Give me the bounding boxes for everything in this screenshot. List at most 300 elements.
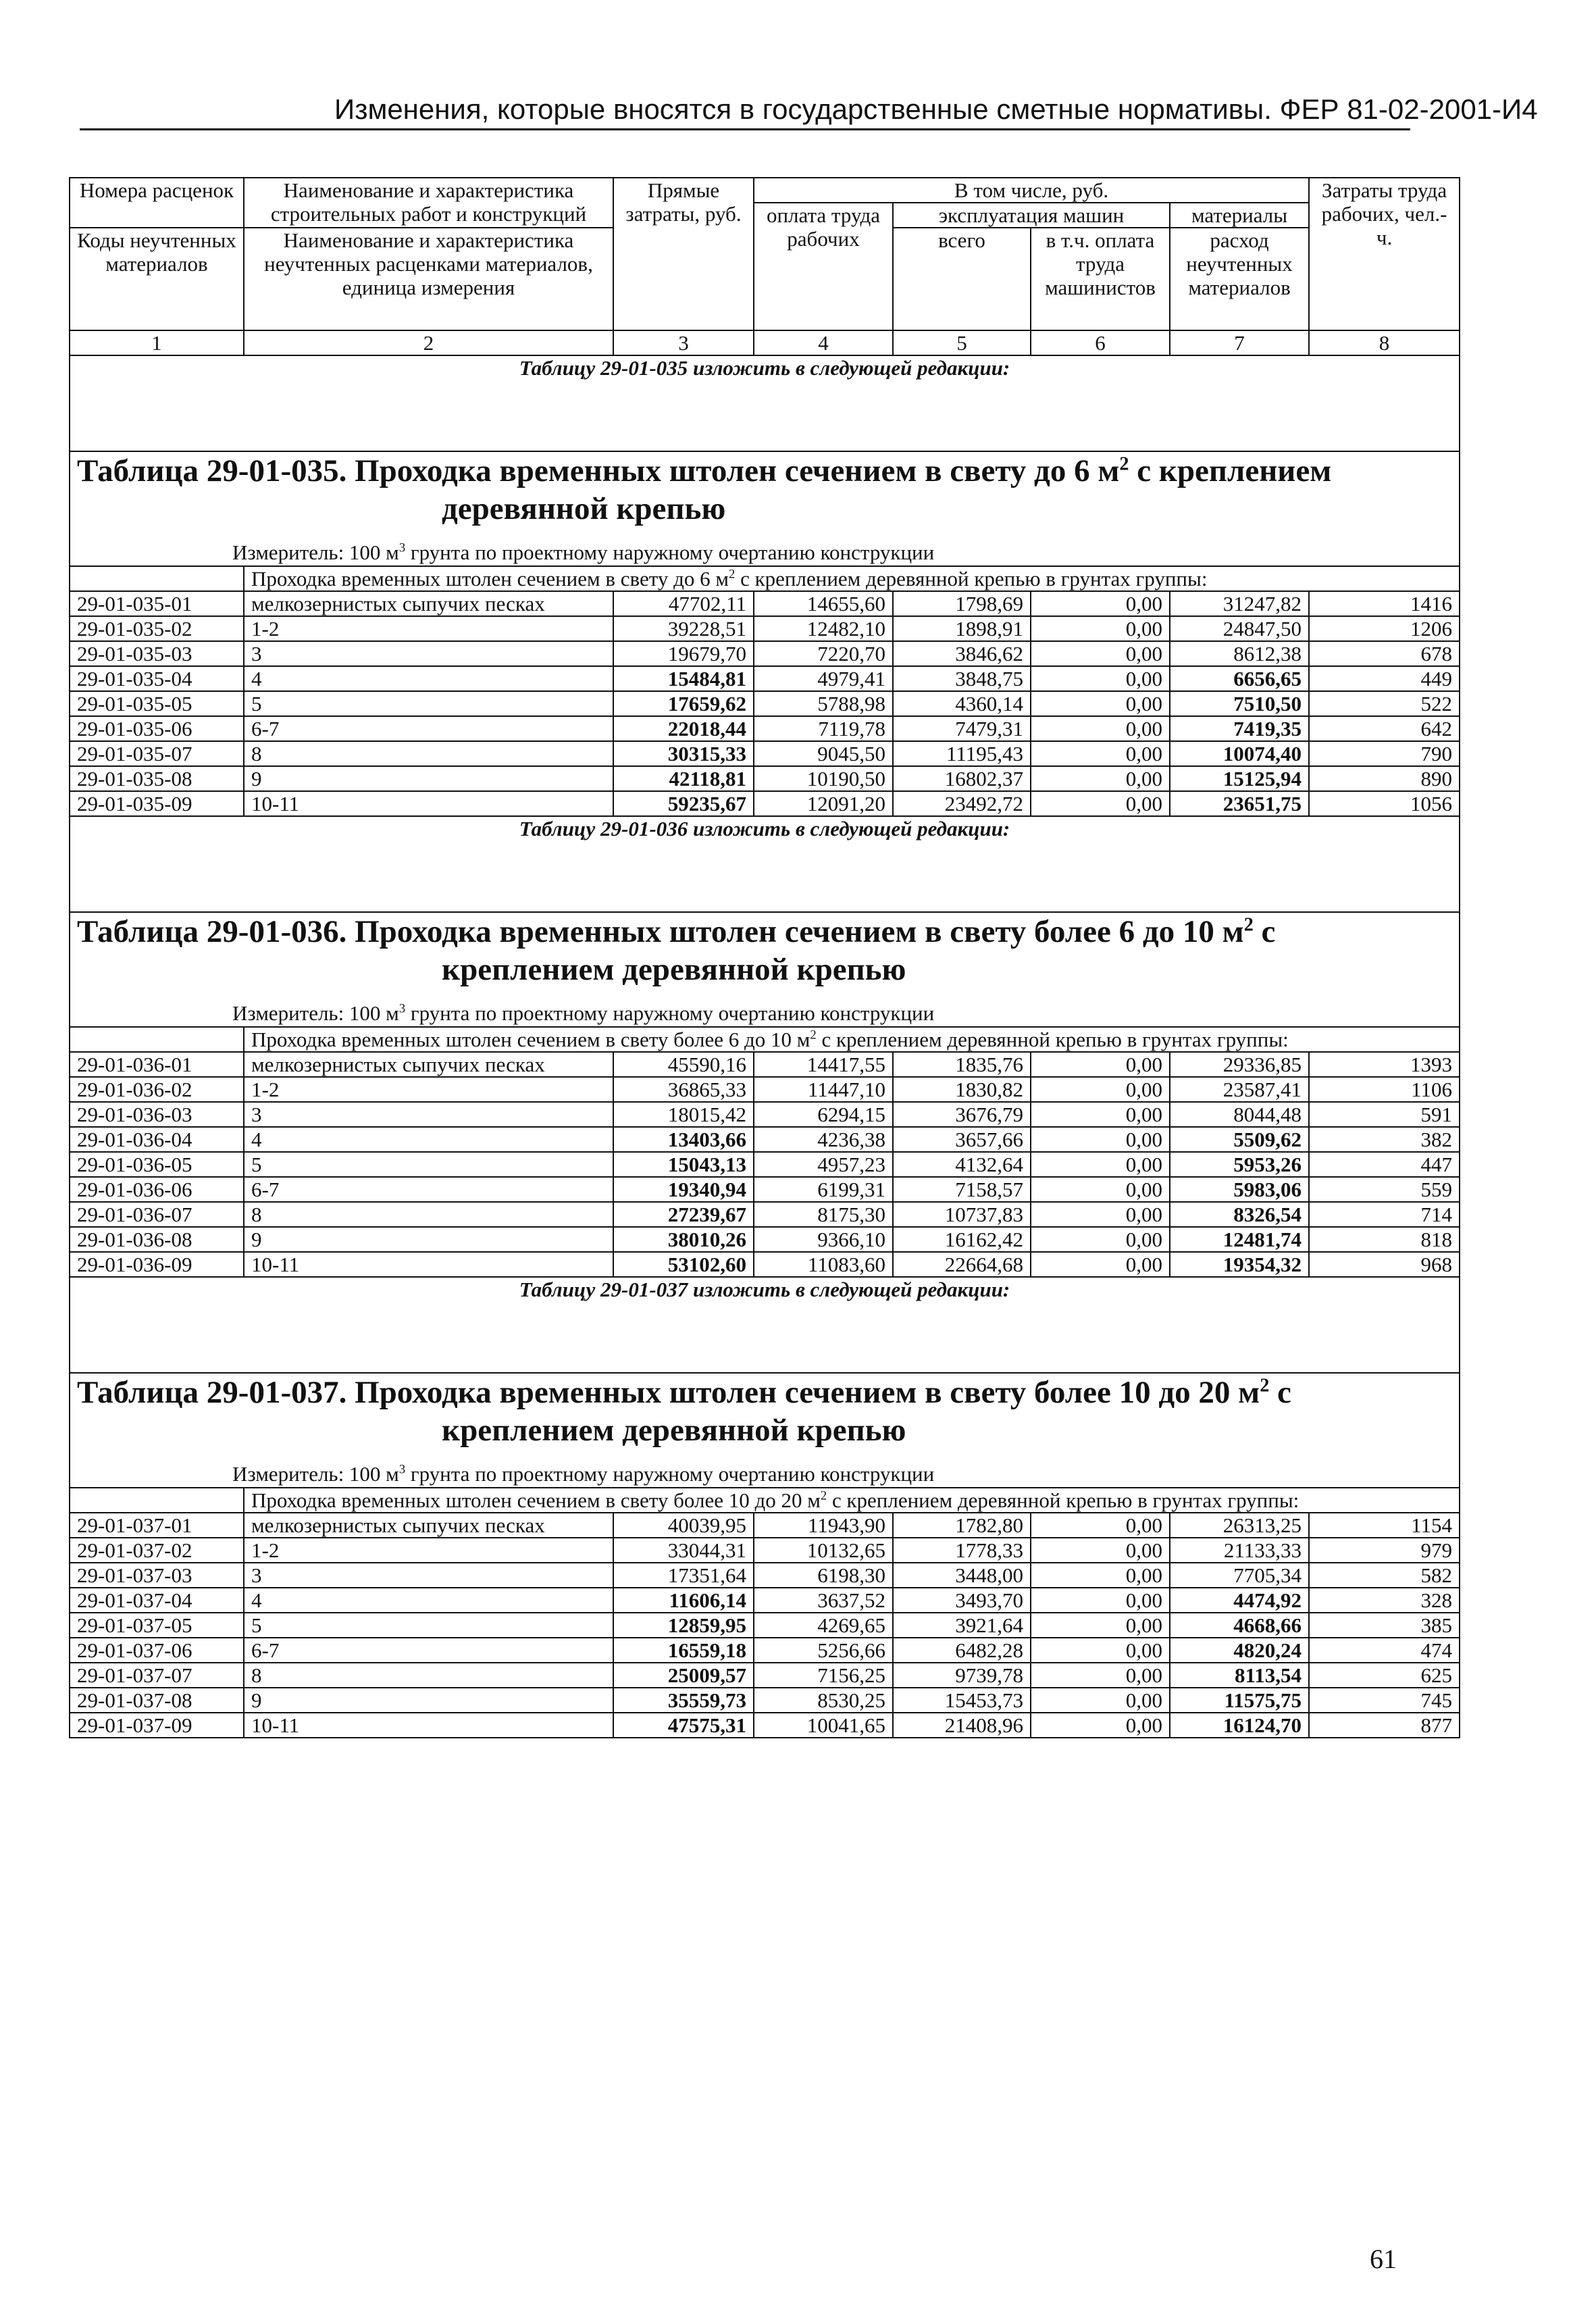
labor-hours: 1206 [1309,616,1460,641]
machine-cost: 15453,73 [893,1688,1031,1713]
rate-code: 29-01-035-03 [70,641,244,666]
col-mat-unaccounted: расход неучтенных материалов [1170,228,1309,330]
col-labor: Затраты труда рабочих, чел.-ч. [1309,178,1460,330]
table-row [70,1077,1460,1102]
table-title-row [70,451,1460,566]
rate-name: 9 [244,1688,613,1713]
rate-name: 1-2 [244,616,613,641]
group-description-row [70,566,1460,591]
machine-cost: 3448,00 [893,1563,1031,1588]
wages-cost: 14417,55 [754,1052,893,1077]
table-title-suffix: с креплением деревянной крепью [442,453,1332,526]
column-number: 7 [1170,330,1309,355]
column-number: 8 [1309,330,1460,355]
wages-cost: 14655,60 [754,591,893,616]
direct-cost: 38010,26 [613,1227,754,1252]
machinist-wages: 0,00 [1031,1588,1170,1613]
rate-code: 29-01-037-06 [70,1638,244,1663]
machinist-wages: 0,00 [1031,666,1170,691]
machine-cost: 1898,91 [893,616,1031,641]
wages-cost: 8530,25 [754,1688,893,1713]
rate-code: 29-01-037-09 [70,1713,244,1738]
wages-cost: 11083,60 [754,1252,893,1277]
wages-cost: 7156,25 [754,1663,893,1688]
desc-text: Проходка временных штолен сечением в свету до 6 м [251,567,729,590]
rate-name: 10-11 [244,1252,613,1277]
instruction-row [70,1277,1460,1373]
table-row [70,666,1460,691]
group-description [244,566,1460,591]
machinist-wages: 0,00 [1031,641,1170,666]
rate-code: 29-01-036-04 [70,1127,244,1152]
rate-code: 29-01-036-09 [70,1252,244,1277]
machine-cost: 7158,57 [893,1177,1031,1202]
labor-hours: 328 [1309,1588,1460,1613]
desc-suffix: с креплением деревянной крепью в грунтах группы: [735,567,1208,590]
labor-hours: 1393 [1309,1052,1460,1077]
group-description [244,1488,1460,1513]
machine-cost: 21408,96 [893,1713,1031,1738]
direct-cost: 11606,14 [613,1588,754,1613]
machine-cost: 3676,79 [893,1102,1031,1127]
column-number: 5 [893,330,1031,355]
labor-hours: 979 [1309,1538,1460,1563]
measure-unit [77,540,1452,565]
rate-code: 29-01-037-04 [70,1588,244,1613]
machine-cost: 7479,31 [893,716,1031,741]
instruction-text: Таблицу 29-01-035 изложить в следующей редакции: [70,355,1460,451]
machine-cost: 4360,14 [893,691,1031,716]
page-header-title: Изменения, которые вносятся в государственные сметные нормативы. ФЕР 81-02-2001-И4 [334,93,1538,125]
wages-cost: 4269,65 [754,1613,893,1638]
labor-hours: 1056 [1309,791,1460,816]
machine-cost: 1798,69 [893,591,1031,616]
machinist-wages: 0,00 [1031,1152,1170,1177]
wages-cost: 9045,50 [754,741,893,766]
wages-cost: 11447,10 [754,1077,893,1102]
direct-cost: 45590,16 [613,1052,754,1077]
materials-cost: 4820,24 [1170,1638,1309,1663]
table-row [70,1663,1460,1688]
labor-hours: 678 [1309,641,1460,666]
machinist-wages: 0,00 [1031,1252,1170,1277]
table-row [70,741,1460,766]
direct-cost: 39228,51 [613,616,754,641]
col-mach-wages: в т.ч. оплата труда машинистов [1031,228,1170,330]
rate-name: 4 [244,1127,613,1152]
table-title-sup: 2 [1119,453,1129,475]
labor-hours: 745 [1309,1688,1460,1713]
wages-cost: 12091,20 [754,791,893,816]
machinist-wages: 0,00 [1031,1513,1170,1538]
column-number: 6 [1031,330,1170,355]
table-title [77,452,1452,528]
desc-sup: 2 [820,1488,827,1503]
machine-cost: 3657,66 [893,1127,1031,1152]
rate-name: 1-2 [244,1538,613,1563]
table-row [70,1688,1460,1713]
direct-cost: 12859,95 [613,1613,754,1638]
table-row [70,1227,1460,1252]
labor-hours: 625 [1309,1663,1460,1688]
machine-cost: 11195,43 [893,741,1031,766]
rate-name: 9 [244,1227,613,1252]
measure-suffix: грунта по проектному наружному очертанию конструкции [405,540,935,564]
rate-name: 6-7 [244,716,613,741]
materials-cost: 31247,82 [1170,591,1309,616]
machinist-wages: 0,00 [1031,741,1170,766]
table-title-suffix: с креплением деревянной крепью [442,1375,1291,1448]
machine-cost: 6482,28 [893,1638,1031,1663]
column-number: 2 [244,330,613,355]
table-title-sup: 2 [1260,1375,1270,1397]
rate-code: 29-01-035-01 [70,591,244,616]
rate-code: 29-01-035-07 [70,741,244,766]
machinist-wages: 0,00 [1031,1563,1170,1588]
machinist-wages: 0,00 [1031,1538,1170,1563]
desc-empty-cell [70,1027,244,1052]
table-title-row [70,1373,1460,1488]
rate-code: 29-01-036-03 [70,1102,244,1127]
direct-cost: 22018,44 [613,716,754,741]
machinist-wages: 0,00 [1031,691,1170,716]
measure-sup: 3 [398,540,406,555]
materials-cost: 24847,50 [1170,616,1309,641]
group-description [244,1027,1460,1052]
machinist-wages: 0,00 [1031,766,1170,791]
group-description-row [70,1488,1460,1513]
column-number: 4 [754,330,893,355]
direct-cost: 18015,42 [613,1102,754,1127]
wages-cost: 7119,78 [754,716,893,741]
materials-cost: 8326,54 [1170,1202,1309,1227]
labor-hours: 447 [1309,1152,1460,1177]
desc-text: Проходка временных штолен сечением в свету более 10 до 20 м [251,1488,821,1512]
direct-cost: 19340,94 [613,1177,754,1202]
rate-code: 29-01-036-01 [70,1052,244,1077]
table-title [77,1374,1452,1449]
direct-cost: 36865,33 [613,1077,754,1102]
machinist-wages: 0,00 [1031,1052,1170,1077]
col-codes-bottom: Коды неучтенных материалов [70,228,244,330]
group-description-row [70,1027,1460,1052]
materials-cost: 26313,25 [1170,1513,1309,1538]
table-row [70,1202,1460,1227]
rate-name: мелкозернистых сыпучих песках [244,1052,613,1077]
wages-cost: 8175,30 [754,1202,893,1227]
rate-name: 4 [244,1588,613,1613]
materials-cost: 6656,65 [1170,666,1309,691]
materials-cost: 7705,34 [1170,1563,1309,1588]
col-codes-top: Номера расценок [70,178,244,228]
machine-cost: 16802,37 [893,766,1031,791]
machinist-wages: 0,00 [1031,1663,1170,1688]
desc-sup: 2 [729,567,736,582]
machine-cost: 1835,76 [893,1052,1031,1077]
table-row [70,1127,1460,1152]
machine-cost: 10737,83 [893,1202,1031,1227]
machine-cost: 1782,80 [893,1513,1031,1538]
rate-code: 29-01-037-03 [70,1563,244,1588]
materials-cost: 4474,92 [1170,1588,1309,1613]
table-row [70,591,1460,616]
machinist-wages: 0,00 [1031,1613,1170,1638]
measure-text: Измеритель: 100 м [232,1001,399,1025]
column-numbers-row [70,330,1460,355]
labor-hours: 382 [1309,1127,1460,1152]
machinist-wages: 0,00 [1031,1077,1170,1102]
table-row [70,1563,1460,1588]
table-title-sup: 2 [1243,914,1254,936]
rate-code: 29-01-035-09 [70,791,244,816]
measure-sup: 3 [398,1001,406,1016]
machine-cost: 9739,78 [893,1663,1031,1688]
col-machines: эксплуатация машин [893,203,1170,228]
machinist-wages: 0,00 [1031,1102,1170,1127]
instruction-text: Таблицу 29-01-036 изложить в следующей редакции: [70,816,1460,912]
labor-hours: 642 [1309,716,1460,741]
wages-cost: 5788,98 [754,691,893,716]
table-title-cell [70,1373,1460,1488]
table-row [70,1052,1460,1077]
rate-code: 29-01-037-08 [70,1688,244,1713]
col-wages: оплата труда рабочих [754,203,893,330]
rate-code: 29-01-036-05 [70,1152,244,1177]
labor-hours: 890 [1309,766,1460,791]
materials-cost: 5953,26 [1170,1152,1309,1177]
wages-cost: 11943,90 [754,1513,893,1538]
machinist-wages: 0,00 [1031,1713,1170,1738]
direct-cost: 47575,31 [613,1713,754,1738]
col-direct: Прямые затраты, руб. [613,178,754,330]
wages-cost: 10041,65 [754,1713,893,1738]
wages-cost: 6198,30 [754,1563,893,1588]
desc-suffix: с креплением деревянной крепью в грунтах группы: [827,1488,1299,1512]
materials-cost: 8612,38 [1170,641,1309,666]
materials-cost: 23651,75 [1170,791,1309,816]
labor-hours: 968 [1309,1252,1460,1277]
rate-code: 29-01-035-06 [70,716,244,741]
column-number: 1 [70,330,244,355]
wages-cost: 10132,65 [754,1538,893,1563]
direct-cost: 42118,81 [613,766,754,791]
rate-name: 3 [244,1563,613,1588]
instruction-row [70,816,1460,912]
direct-cost: 17659,62 [613,691,754,716]
machinist-wages: 0,00 [1031,716,1170,741]
rate-name: мелкозернистых сыпучих песках [244,591,613,616]
col-name-bottom: Наименование и характеристика неучтенных расценками материалов, единица измерения [244,228,613,330]
materials-cost: 4668,66 [1170,1613,1309,1638]
measure-text: Измеритель: 100 м [232,540,399,564]
direct-cost: 15043,13 [613,1152,754,1177]
machine-cost: 22664,68 [893,1252,1031,1277]
labor-hours: 790 [1309,741,1460,766]
wages-cost: 9366,10 [754,1227,893,1252]
machinist-wages: 0,00 [1031,1127,1170,1152]
machinist-wages: 0,00 [1031,616,1170,641]
table-title-cell [70,451,1460,566]
labor-hours: 1416 [1309,591,1460,616]
rate-code: 29-01-036-06 [70,1177,244,1202]
labor-hours: 474 [1309,1638,1460,1663]
labor-hours: 714 [1309,1202,1460,1227]
rate-code: 29-01-037-07 [70,1663,244,1688]
page-number: 61 [1370,2244,1397,2274]
table-title-cell [70,912,1460,1027]
direct-cost: 30315,33 [613,741,754,766]
wages-cost: 5256,66 [754,1638,893,1663]
direct-cost: 19679,70 [613,641,754,666]
materials-cost: 29336,85 [1170,1052,1309,1077]
wages-cost: 10190,50 [754,766,893,791]
materials-cost: 21133,33 [1170,1538,1309,1563]
wages-cost: 6199,31 [754,1177,893,1202]
rate-name: 8 [244,1202,613,1227]
table-row [70,791,1460,816]
table-row [70,766,1460,791]
rate-code: 29-01-037-05 [70,1613,244,1638]
labor-hours: 591 [1309,1102,1460,1127]
materials-cost: 7419,35 [1170,716,1309,741]
rate-code: 29-01-035-05 [70,691,244,716]
machine-cost: 3921,64 [893,1613,1031,1638]
rate-name: 8 [244,741,613,766]
materials-cost: 10074,40 [1170,741,1309,766]
machinist-wages: 0,00 [1031,1688,1170,1713]
materials-cost: 5509,62 [1170,1127,1309,1152]
labor-hours: 582 [1309,1563,1460,1588]
direct-cost: 40039,95 [613,1513,754,1538]
rate-name: 10-11 [244,791,613,816]
direct-cost: 47702,11 [613,591,754,616]
machinist-wages: 0,00 [1031,1177,1170,1202]
labor-hours: 449 [1309,666,1460,691]
rate-name: 5 [244,1152,613,1177]
col-materials: материалы [1170,203,1309,228]
wages-cost: 4957,23 [754,1152,893,1177]
labor-hours: 559 [1309,1177,1460,1202]
labor-hours: 1106 [1309,1077,1460,1102]
rates-table [69,177,1460,1738]
table-row [70,1638,1460,1663]
desc-empty-cell [70,1488,244,1513]
measure-unit [77,1001,1452,1026]
machinist-wages: 0,00 [1031,591,1170,616]
table-row [70,691,1460,716]
table-title-row [70,912,1460,1027]
machinist-wages: 0,00 [1031,1227,1170,1252]
direct-cost: 53102,60 [613,1252,754,1277]
rate-name: 9 [244,766,613,791]
materials-cost: 12481,74 [1170,1227,1309,1252]
materials-cost: 15125,94 [1170,766,1309,791]
materials-cost: 23587,41 [1170,1077,1309,1102]
rate-code: 29-01-036-02 [70,1077,244,1102]
machine-cost: 3493,70 [893,1588,1031,1613]
machine-cost: 4132,64 [893,1152,1031,1177]
measure-text: Измеритель: 100 м [232,1462,399,1486]
direct-cost: 35559,73 [613,1688,754,1713]
desc-text: Проходка временных штолен сечением в свету более 6 до 10 м [251,1028,810,1051]
machine-cost: 3848,75 [893,666,1031,691]
col-name-top: Наименование и характеристика строительных работ и конструкций [244,178,613,228]
rate-code: 29-01-037-01 [70,1513,244,1538]
labor-hours: 1154 [1309,1513,1460,1538]
rate-name: 6-7 [244,1177,613,1202]
wages-cost: 12482,10 [754,616,893,641]
direct-cost: 16559,18 [613,1638,754,1663]
wages-cost: 7220,70 [754,641,893,666]
direct-cost: 15484,81 [613,666,754,691]
materials-cost: 7510,50 [1170,691,1309,716]
direct-cost: 33044,31 [613,1538,754,1563]
header-rule [80,128,1410,130]
table-title-suffix: с креплением деревянной крепью [442,914,1276,987]
rate-code: 29-01-035-08 [70,766,244,791]
rate-name: 5 [244,1613,613,1638]
rate-code: 29-01-036-08 [70,1227,244,1252]
machinist-wages: 0,00 [1031,791,1170,816]
measure-sup: 3 [398,1462,406,1477]
machine-cost: 1778,33 [893,1538,1031,1563]
rate-code: 29-01-035-04 [70,666,244,691]
rate-name: 1-2 [244,1077,613,1102]
desc-sup: 2 [810,1028,817,1042]
table-row [70,1102,1460,1127]
machine-cost: 1830,82 [893,1077,1031,1102]
col-incl: В том числе, руб. [754,178,1309,203]
materials-cost: 19354,32 [1170,1252,1309,1277]
direct-cost: 17351,64 [613,1563,754,1588]
table-row [70,1177,1460,1202]
rate-name: 8 [244,1663,613,1688]
rate-name: 3 [244,641,613,666]
table-title-text: Таблица 29-01-035. Проходка временных штолен сечением в свету до 6 м [77,453,1120,488]
table-row [70,1713,1460,1738]
table-row [70,1252,1460,1277]
table-row [70,641,1460,666]
rate-code: 29-01-036-07 [70,1202,244,1227]
rate-name: мелкозернистых сыпучих песках [244,1513,613,1538]
machine-cost: 23492,72 [893,791,1031,816]
wages-cost: 4979,41 [754,666,893,691]
materials-cost: 5983,06 [1170,1177,1309,1202]
instruction-text: Таблицу 29-01-037 изложить в следующей редакции: [70,1277,1460,1373]
machine-cost: 3846,62 [893,641,1031,666]
table-row [70,616,1460,641]
direct-cost: 59235,67 [613,791,754,816]
table-title-text: Таблица 29-01-036. Проходка временных штолен сечением в свету более 6 до 10 м [77,914,1244,949]
table-row [70,1588,1460,1613]
rate-name: 4 [244,666,613,691]
materials-cost: 8113,54 [1170,1663,1309,1688]
rate-name: 10-11 [244,1713,613,1738]
labor-hours: 522 [1309,691,1460,716]
wages-cost: 3637,52 [754,1588,893,1613]
machinist-wages: 0,00 [1031,1638,1170,1663]
table-row [70,716,1460,741]
desc-empty-cell [70,566,244,591]
rate-code: 29-01-035-02 [70,616,244,641]
table-row [70,1613,1460,1638]
rate-name: 5 [244,691,613,716]
instruction-row [70,355,1460,451]
rate-name: 6-7 [244,1638,613,1663]
table-row [70,1513,1460,1538]
machine-cost: 16162,42 [893,1227,1031,1252]
rate-code: 29-01-037-02 [70,1538,244,1563]
